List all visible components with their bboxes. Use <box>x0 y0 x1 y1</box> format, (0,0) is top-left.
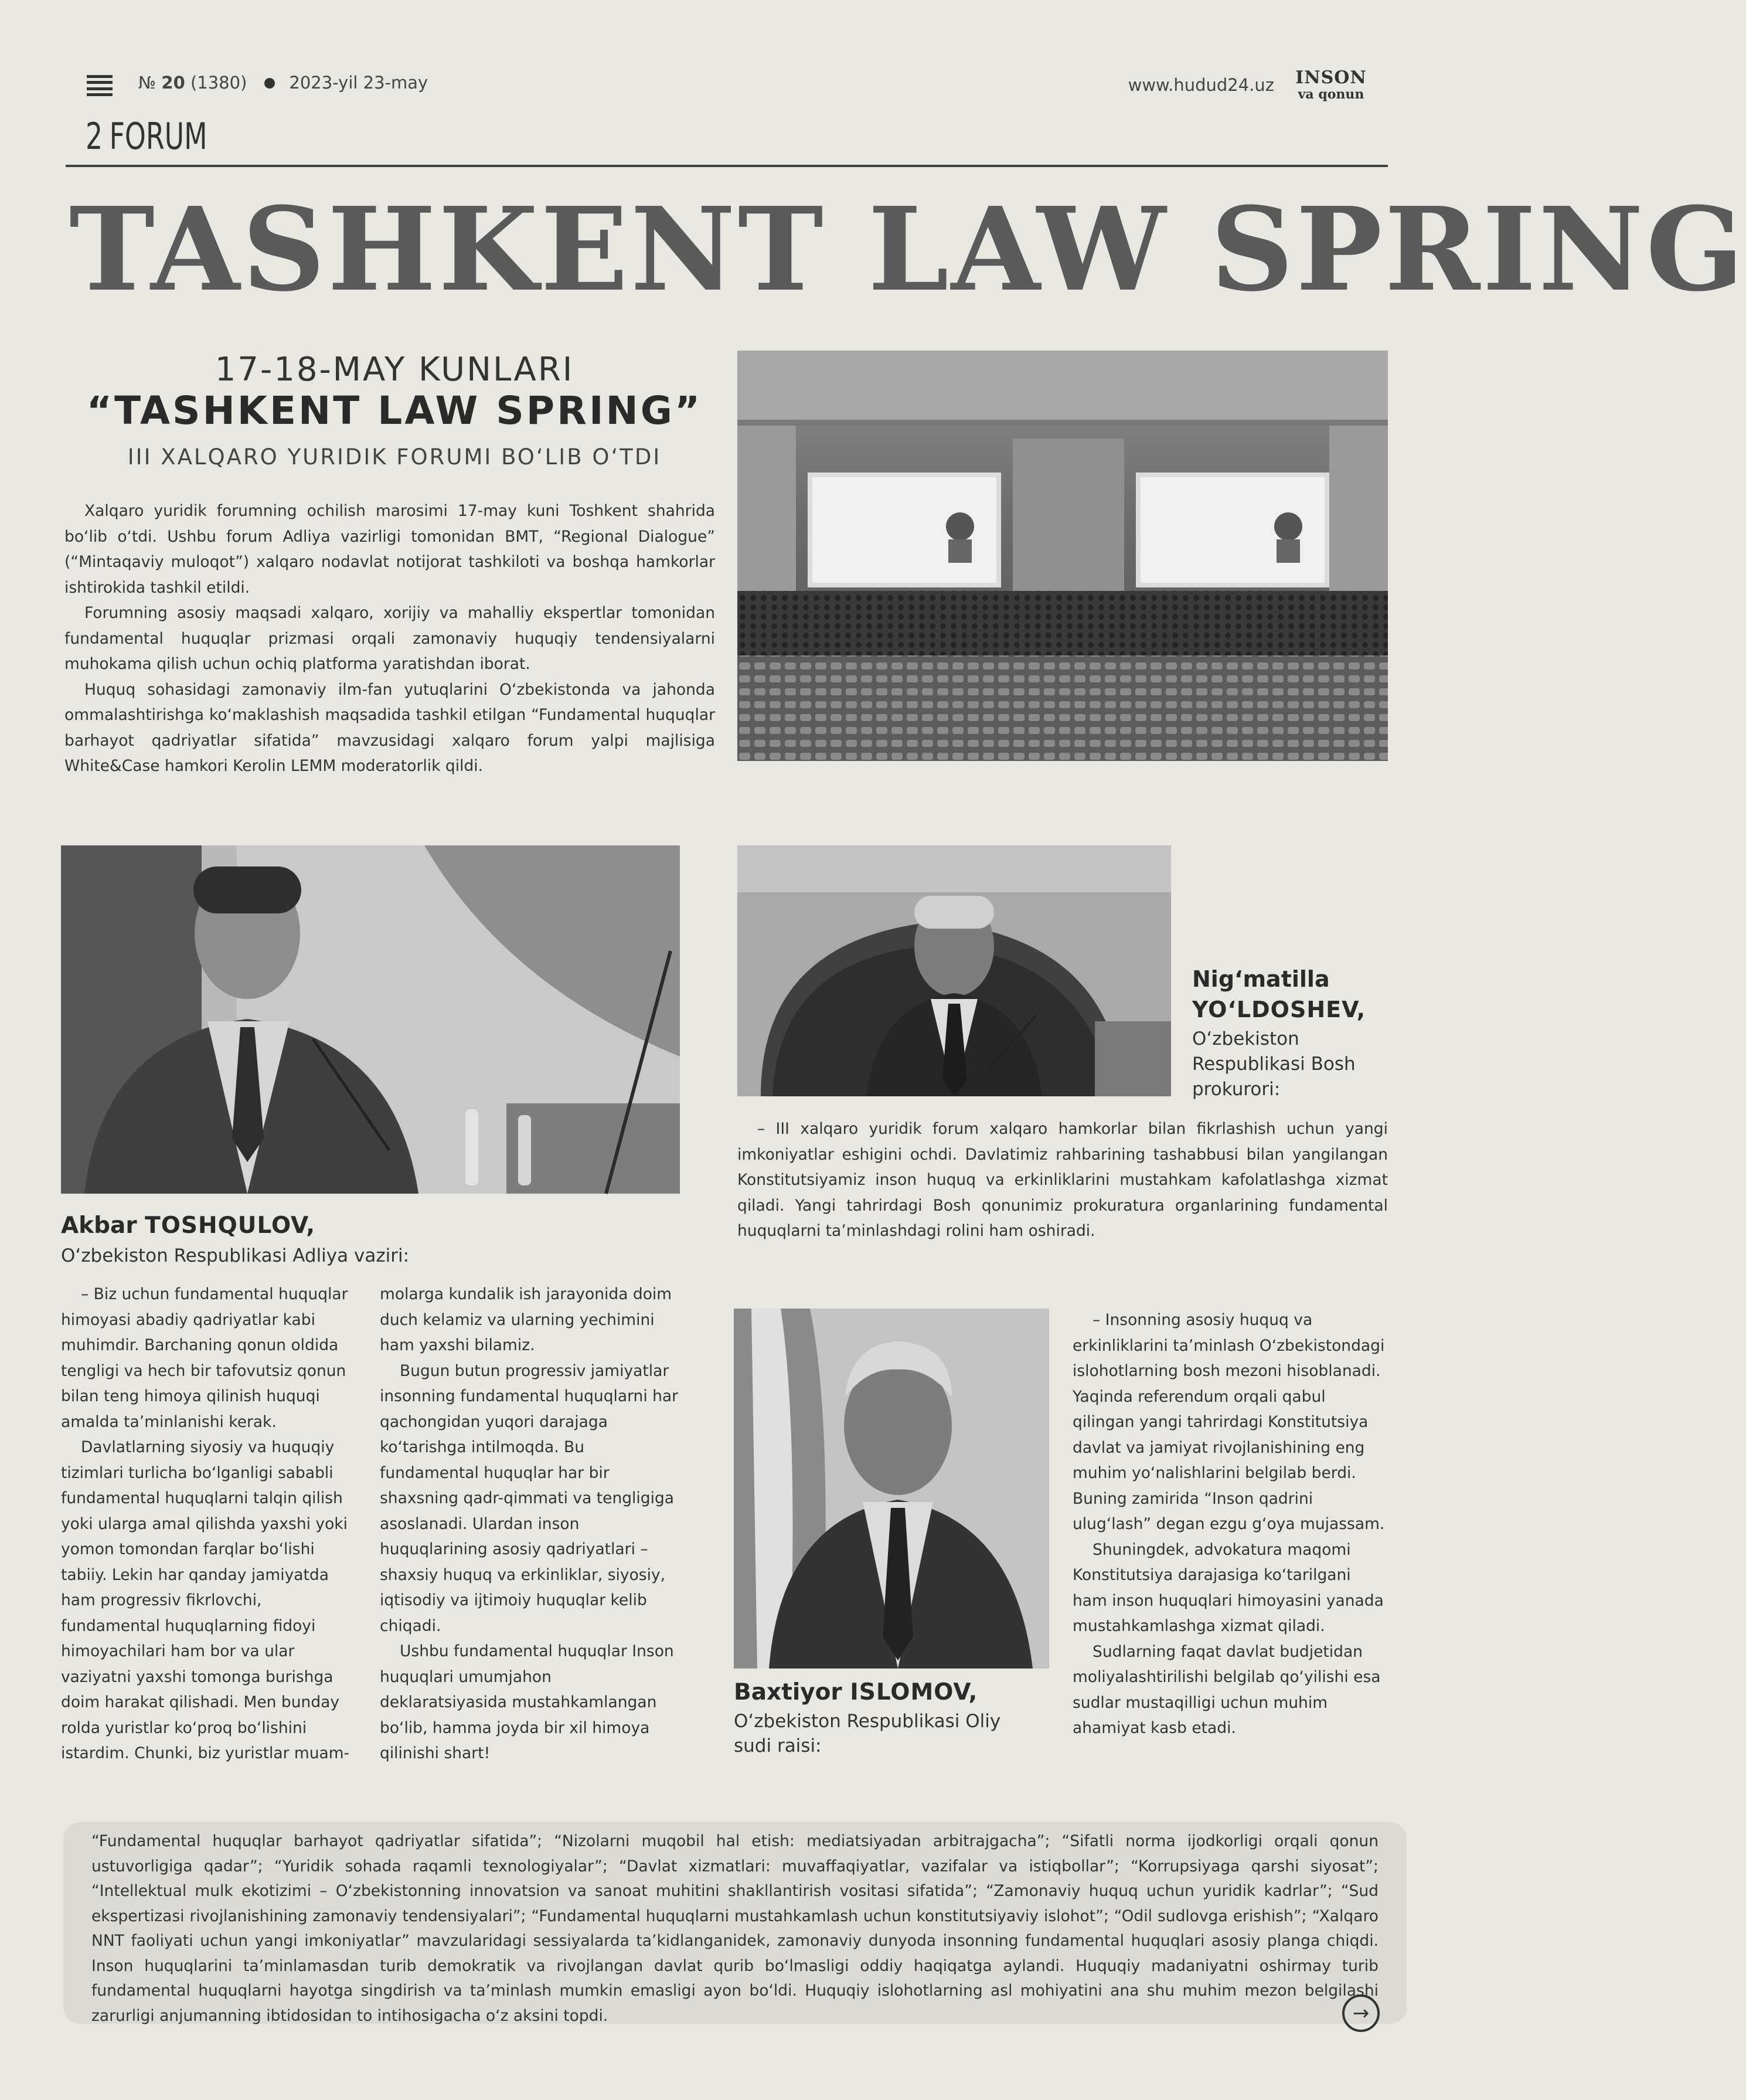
yoldoshev-first-name: Nig‘matilla <box>1192 966 1330 992</box>
intro-date-kicker: 17-18-MAY KUNLARI <box>215 351 574 389</box>
islomov-paragraph: – Insonning asosiy huquq va erkinliklarini ta’minlash O‘zbekistondagi islohotlarning bosh mezoni hisoblanadi. Yaqinda referendum orqali qabul qilingan yangi tahrirdagi Konstitutsiya davlat va jamiyat rivojlanishining eng muhim yo‘nalishlarini belgilab berdi. Buning zamirida “Inson qadrini ulug‘lash” degan ezgu g‘oya mujassam. <box>1073 1311 1385 1533</box>
yoldoshev-photo <box>737 845 1171 1096</box>
toshqulov-paragraph: molarga kundalik ish jarayonida doim duch kelamiz va ularning yechimini ham yaxshi bilamiz. <box>380 1285 672 1354</box>
toshqulov-paragraph: Davlatlarning siyosiy va huquqiy tizimlari turlicha bo‘lganligi sababli fundamental huquqlarni talqin qilish yoki ularga amal qilishda yaxshi yoki yomon tomondan farqlar bo‘lishi tabiiy. Lekin har qanday jamiyatda ham progressiv fikrlovchi, fundamental huquqlarning fidoyi himoyachilari ham bor va ular vaziyatni yaxshi tomonga burishga doim harakat qilishadi. Men bunday rolda yuristlar ko‘proq bo‘lishini istardim. Chunki, biz yuristlar muam- <box>61 1438 350 1762</box>
toshqulov-photo <box>61 845 680 1194</box>
intro-title: “TASHKENT LAW SPRING” <box>86 388 703 433</box>
website-link[interactable]: www.hudud24.uz <box>1128 75 1274 95</box>
issue-prefix: № <box>138 73 156 93</box>
intro-paragraph: Forumning asosiy maqsadi xalqaro, xorijiy va mahalliy ekspertlar tomonidan fundamental huquqlar prizmasi orqali zamonaviy huquqiy tendensiyalarni muhokama qilish uchun ochiq platforma yaratishdan iborat. <box>64 604 715 673</box>
yoldoshev-role-line2: Respublikasi Bosh <box>1192 1054 1356 1075</box>
toshqulov-role: O‘zbekiston Respublikasi Adliya vaziri: <box>61 1245 410 1266</box>
islomov-name <box>734 1679 978 1705</box>
toshqulov-paragraph: Ushbu fundamental huquqlar Inson huquqlari umumjahon deklaratsiyasida mustahkamlangan bo‘lib, hamma joyda bir xil himoya qilinishi shart! <box>380 1642 674 1762</box>
issue-total: (1380) <box>190 73 247 93</box>
separator-dot <box>264 78 275 89</box>
islomov-role-line1: O‘zbekiston Respublikasi Oliy <box>734 1711 1001 1732</box>
logo-line1: INSON <box>1295 67 1367 88</box>
toshqulov-quote-col2 <box>380 1282 679 1766</box>
page-headline: TASHKENT LAW SPRING <box>69 182 1746 317</box>
toshqulov-paragraph: Bugun butun progressiv jamiyatlar insonning fundamental huquqlarni har qachongidan yuqori darajaga ko‘tarishga intilmoqda. Bu fundamental huquqlar har bir shaxsning qadr-qimmati va tengligiga asoslanadi. Ulardan inson huquqlarining asosiy qadriyatlari – shaxsiy huquq va erkinliklar, siyosiy, iqtisodiy va ijtimoiy huquqlar kelib chiqadi. <box>380 1361 679 1635</box>
islomov-portrait <box>734 1309 1049 1669</box>
newspaper-logo <box>1293 69 1369 101</box>
intro-text <box>64 498 715 779</box>
yoldoshev-portrait <box>737 845 1171 1096</box>
islomov-last-name: ISLOMOV, <box>850 1679 978 1705</box>
yoldoshev-role-line3: prokurori: <box>1192 1079 1281 1100</box>
summary-box <box>63 1822 1407 2024</box>
islomov-photo <box>734 1309 1049 1669</box>
logo-line2: va qonun <box>1298 87 1364 102</box>
yoldoshev-role-line1: O‘zbekiston <box>1192 1028 1299 1049</box>
toshqulov-portrait <box>61 845 680 1194</box>
arrow-right-circle-icon[interactable]: → <box>1342 1994 1380 2032</box>
issue-date: 2023-yil 23-may <box>289 73 428 93</box>
intro-subtitle: III XALQARO YURIDIK FORUMI BO‘LIB O‘TDI <box>127 444 662 470</box>
issue-number: 20 <box>161 73 185 93</box>
toshqulov-last-name: TOSHQULOV, <box>145 1212 316 1239</box>
islomov-first-name: Baxtiyor <box>734 1679 842 1705</box>
section-label <box>86 115 207 158</box>
header-divider <box>66 165 1388 167</box>
yoldoshev-last-name: YO‘LDOSHEV, <box>1192 997 1366 1022</box>
islomov-quote <box>1073 1307 1387 1741</box>
page-number: 2 <box>86 115 103 158</box>
menu-icon[interactable] <box>87 75 113 96</box>
toshqulov-first-name: Akbar <box>61 1212 137 1239</box>
summary-text: “Fundamental huquqlar barhayot qadriyatlar sifatida”; “Nizolarni muqobil hal etish: mediatsiyadan arbitrajgacha”; “Sifatli norma ijodkorligi orqali qonun ustuvorligiga qadar”; “Yuridik sohada raqamli texnologiyalar”; “Davlat xizmatlari: muvaffaqiyatlar, vazifalar va istiqbollar”; “Korrupsiyaga qarshi siyosat”; “Intellektual mulk ekotizimi – O‘zbekistonning innovatsion va sanoat muhitini shakllantirish vositasi sifatida”; “Zamonaviy huquq uchun yuridik kadrlar”; “Sud ekspertizasi rivojlanishining zamonaviy tendensiyalari”; “Fundamental huquqlarni mustahkamlash uchun konstitutsiyaviy islohot”; “Odil sudlovga erishish”; “Xalqaro NNT faoliyati uchun yangi imkoniyatlar” mavzularidagi sessiyalarda ta’kidlanganidek, zamonaviy dunyoda insonning fundamental huquqlari asosiy planga chiqdi. Inson huquqlarini ta’minlamasdan turib demokratik va rivojlangan davlat qurib bo‘lmasligi oddiy haqiqatga aylandi. Huquqiy madaniyatni oshirmay turib fundamental huquqlarni hayotga singdirish va ta’minlash mumkin emasligi ayon bo‘ldi. Huquqiy islohotlarning asl mohiyatini ana shu muhim mezon belgilashi zarurligi anjumanning ibtidosidan to intihosigacha o‘z aksini topdi. <box>91 1832 1379 2025</box>
islomov-paragraph: Shuningdek, advokatura maqomi Konstitutsiya darajasiga ko‘tarilgani ham inson huquqlari himoyasini yanada mustahkamlashga xizmat qiladi. <box>1073 1540 1384 1635</box>
yoldoshev-paragraph: – III xalqaro yuridik forum xalqaro hamkorlar bilan fikrlashish uchun yangi imkoniyatlar eshigini ochdi. Davlatimiz rahbarining tashabbusi bilan yangilangan Konstitutsiyamiz inson huquq va erkinliklarini mustahkam kafolatlashga xizmat qiladi. Yangi tahrirdagi Bosh qonunimiz prokuratura organlarining fundamental huquqlarni ta’minlashdagi rolini ham oshiradi. <box>737 1120 1388 1240</box>
intro-paragraph: Xalqaro yuridik forumning ochilish marosimi 17-may kuni Toshkent shahrida bo‘lib o‘tdi. Ushbu forum Adliya vazirligi tomonidan BMT, “Regional Dialogue” (“Mintaqaviy muloqot”) xalqaro nodavlat notijorat tashkiloti va boshqa hamkorlar ishtirokida tashkil etildi. <box>64 502 715 597</box>
conference-hall-image <box>737 351 1388 761</box>
yoldoshev-quote <box>737 1116 1388 1244</box>
toshqulov-paragraph: – Biz uchun fundamental huquqlar himoyasi abadiy qadriyatlar kabi muhimdir. Barchaning qonun oldida tengligi va hech bir tafovutsiz qonun bilan teng himoya qilinish huquqi amalda ta’minlanishi kerak. <box>61 1285 348 1431</box>
issue-info <box>138 73 428 93</box>
intro-paragraph: Huquq sohasidagi zamonaviy ilm-fan yutuqlarini O‘zbekistonda va jahonda ommalashtirishga ko‘maklashish maqsadida tashkil etilgan “Fundamental huquqlar barhayot qadriyatlar sifatida” mavzusidagi xalqaro forum yalpi majlisiga White&Case hamkori Kerolin LEMM moderatorlik qildi. <box>64 680 715 775</box>
toshqulov-quote-col1 <box>61 1282 358 1766</box>
toshqulov-name <box>61 1212 315 1239</box>
section-name: FORUM <box>109 115 207 158</box>
islomov-paragraph: Sudlarning faqat davlat budjetidan moliyalashtirilishi belgilab qo‘yilishi esa sudlar mustaqilligi uchun muhim ahamiyat kasb etadi. <box>1073 1642 1381 1737</box>
islomov-role-line2: sudi raisi: <box>734 1735 822 1756</box>
conference-hall-photo <box>737 351 1388 761</box>
